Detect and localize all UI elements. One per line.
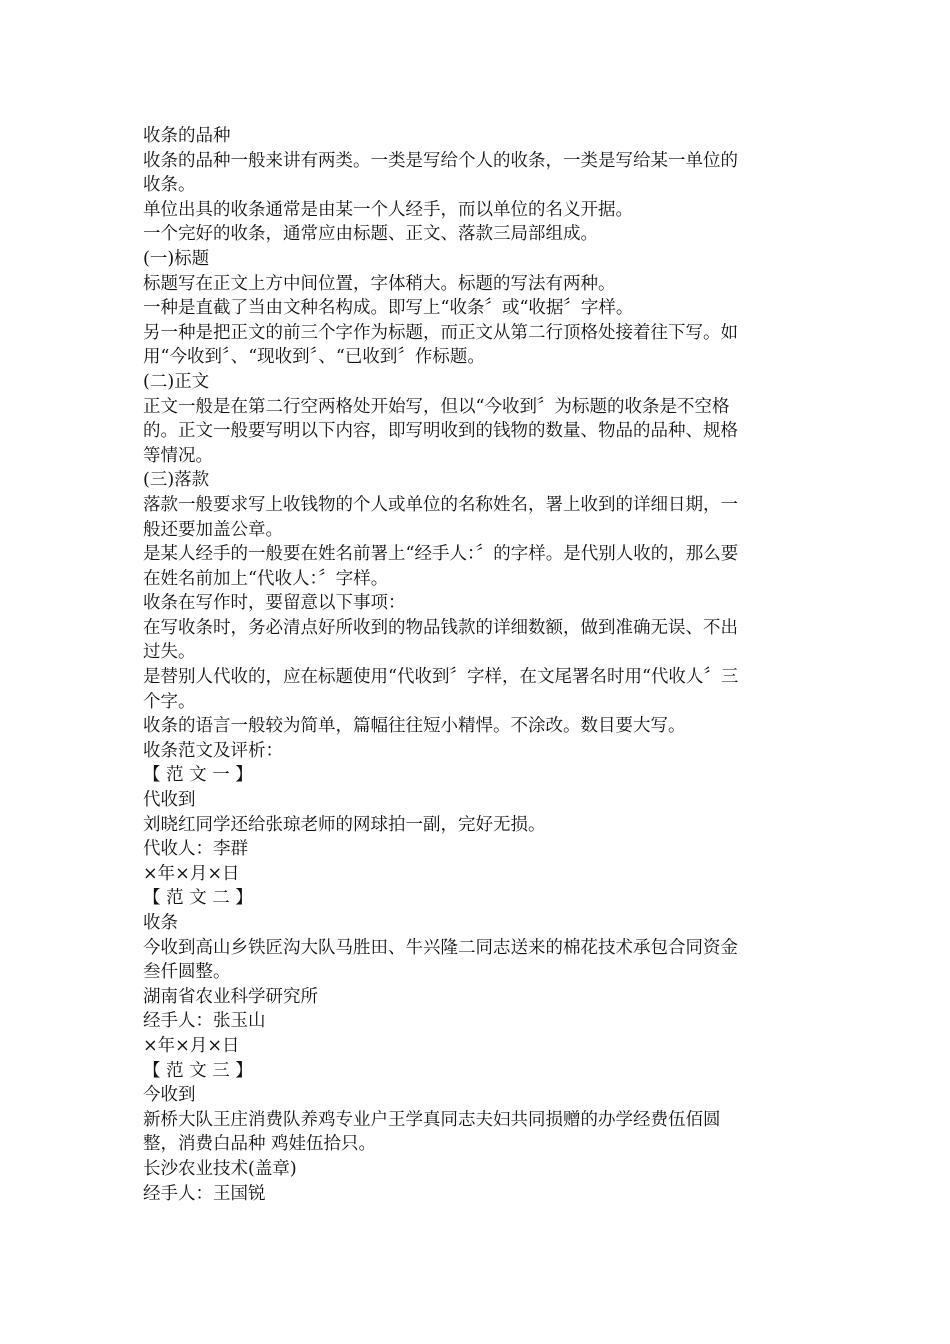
text-line: 一种是直截了当由文种名构成。即写上“收条〞或“收据〞字样。	[143, 298, 634, 319]
text-line: 整，消费白品种 鸡娃伍拾只。	[143, 1134, 377, 1155]
text-line: 今收到	[143, 1085, 196, 1106]
text-line: 是替别人代收的，应在标题使用“代收到〞字样，在文尾署名时用“代收人〞三	[143, 667, 739, 688]
text-line: 一个完好的收条，通常应由标题、正文、落款三局部组成。	[143, 224, 598, 245]
text-line: 般还要加盖公章。	[143, 519, 283, 540]
text-line: 收条。	[143, 175, 196, 196]
text-line: 湖南省农业科学研究所	[143, 986, 318, 1007]
text-line: 收条在写作时，要留意以下事项：	[143, 593, 406, 614]
text-line: 是某人经手的一般要在姓名前署上“经手人：〞的字样。是代别人收的，那么要	[143, 544, 739, 565]
text-line: 收条的品种一般来讲有两类。一类是写给个人的收条，一类是写给某一单位的	[143, 150, 738, 171]
text-line: 在姓名前加上“代收人：〞字样。	[143, 568, 389, 589]
text-line: 落款一般要求写上收钱物的个人或单位的名称姓名，署上收到的详细日期，一	[143, 494, 738, 515]
text-line: 经手人：张玉山	[143, 1011, 266, 1032]
text-line: 收条的品种	[143, 126, 231, 146]
text-line: 长沙农业技术(盖章)	[143, 1158, 297, 1179]
text-line: 新桥大队王庄消费队养鸡专业户王学真同志夫妇共同损赠的办学经费伍佰圆	[143, 1109, 721, 1130]
text-line: (二)正文	[143, 371, 210, 392]
text-line: 在写收条时，务必清点好所收到的物品钱款的详细数额，做到准确无误、不出	[143, 617, 738, 638]
text-line: ×年×月×日	[143, 863, 240, 884]
text-line: 【 范 文 一 】	[143, 765, 253, 786]
text-line: 刘晓红同学还给张琼老师的网球拍一副，完好无损。	[143, 814, 546, 835]
text-line: 另一种是把正文的前三个字作为标题，而正文从第二行顶格处接着往下写。如	[143, 322, 738, 343]
text-line: 【 范 文 二 】	[143, 888, 253, 909]
text-line: 个字。	[143, 691, 196, 712]
text-line: 经手人：王国锐	[143, 1183, 266, 1204]
text-line: 今收到高山乡铁匠沟大队马胜田、牛兴隆二同志送来的棉花技术承包合同资金	[143, 937, 738, 958]
text-line: 等情况。	[143, 445, 213, 466]
text-line: 单位出具的收条通常是由某一个人经手，而以单位的名义开据。	[143, 199, 633, 220]
text-line: 用“今收到〞、“现收到〞、“已收到〞作标题。	[143, 347, 485, 368]
text-line: ×年×月×日	[143, 1035, 240, 1056]
text-line: 过失。	[143, 642, 196, 663]
text-line: 收条的语言一般较为简单，篇幅往往短小精悍。不涂改。数目要大写。	[143, 716, 686, 737]
text-line: 代收到	[143, 790, 196, 811]
text-line: (三)落款	[143, 470, 210, 491]
text-line: 代收人：李群	[143, 839, 248, 860]
text-line: 的。正文一般要写明以下内容，即写明收到的钱物的数量、物品的品种、规格	[143, 421, 738, 442]
text-line: 【 范 文 三 】	[143, 1060, 253, 1081]
text-line: 收条	[143, 913, 178, 933]
text-line: 标题写在正文上方中间位置，字体稍大。标题的写法有两种。	[143, 273, 616, 294]
text-line: 正文一般是在第二行空两格处开始写，但以“今收到〞为标题的收条是不空格	[143, 396, 730, 417]
text-line: 收条范文及评析：	[143, 740, 283, 761]
text-line: (一)标题	[143, 248, 210, 269]
text-line: 叁仟圆整。	[143, 962, 231, 983]
document-body	[143, 124, 809, 1206]
